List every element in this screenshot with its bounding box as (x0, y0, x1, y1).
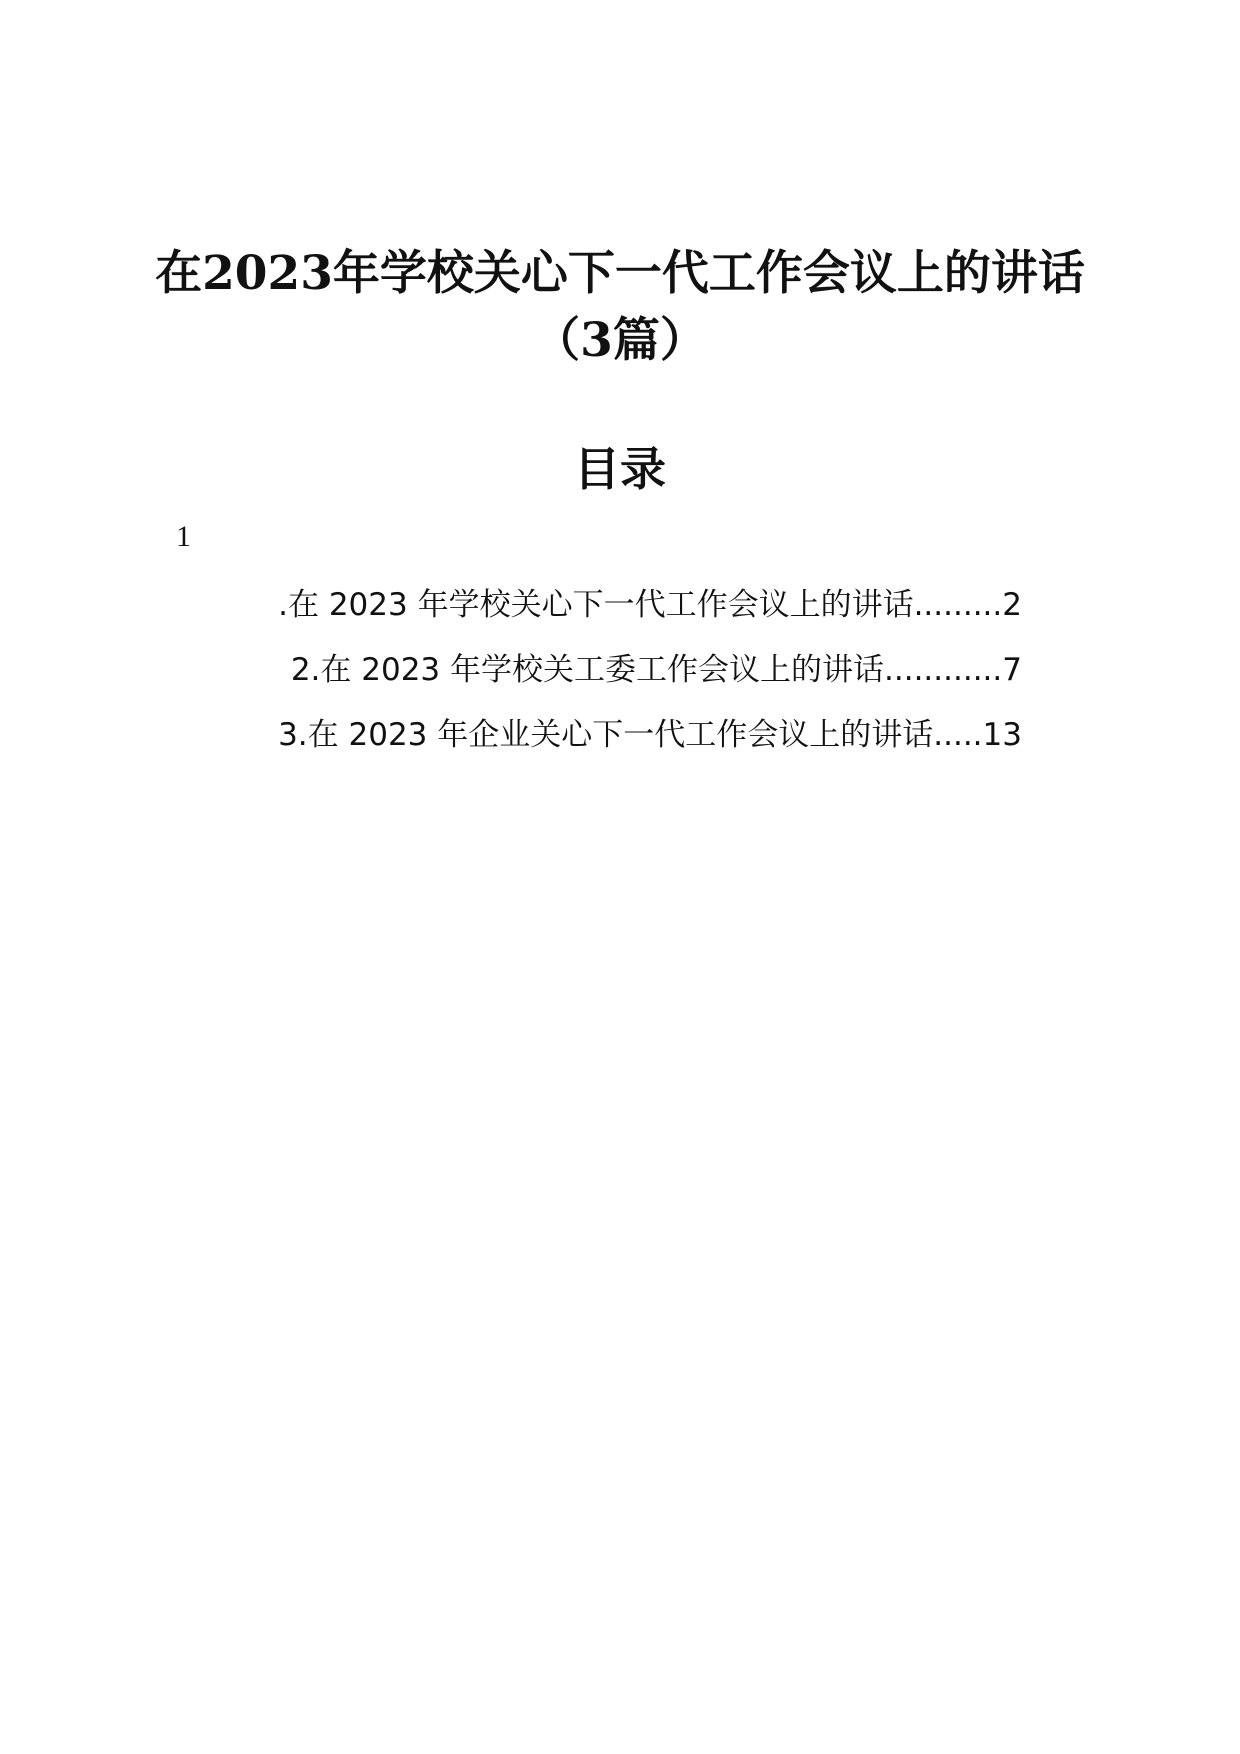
toc-entry-title: 2.在 2023 年学校关工委工作会议上的讲话 (290, 652, 885, 688)
toc-entry-leader: ......... (913, 587, 1003, 623)
toc-stray-number: 1 (176, 520, 191, 553)
toc-entry-1[interactable] (222, 585, 1022, 650)
toc-entry-leader: ............ (884, 652, 1003, 688)
toc-entry-3[interactable] (222, 715, 1022, 780)
toc-entry-leader: ..... (933, 717, 983, 753)
document-title-line-2: （3篇） (533, 313, 707, 368)
document-title-line-1: 在2023年学校关心下一代工作会议上的讲话 (155, 246, 1085, 301)
table-of-contents (222, 585, 1022, 780)
toc-entry-page: 13 (982, 717, 1022, 753)
toc-entry-title: .在 2023 年学校关心下一代工作会议上的讲话 (278, 587, 914, 623)
toc-heading: 目录 (574, 442, 666, 496)
toc-entry-page: 7 (1002, 652, 1022, 688)
toc-entry-2[interactable] (222, 650, 1022, 715)
toc-entry-page: 2 (1002, 587, 1022, 623)
toc-entry-title: 3.在 2023 年企业关心下一代工作会议上的讲话 (278, 717, 934, 753)
